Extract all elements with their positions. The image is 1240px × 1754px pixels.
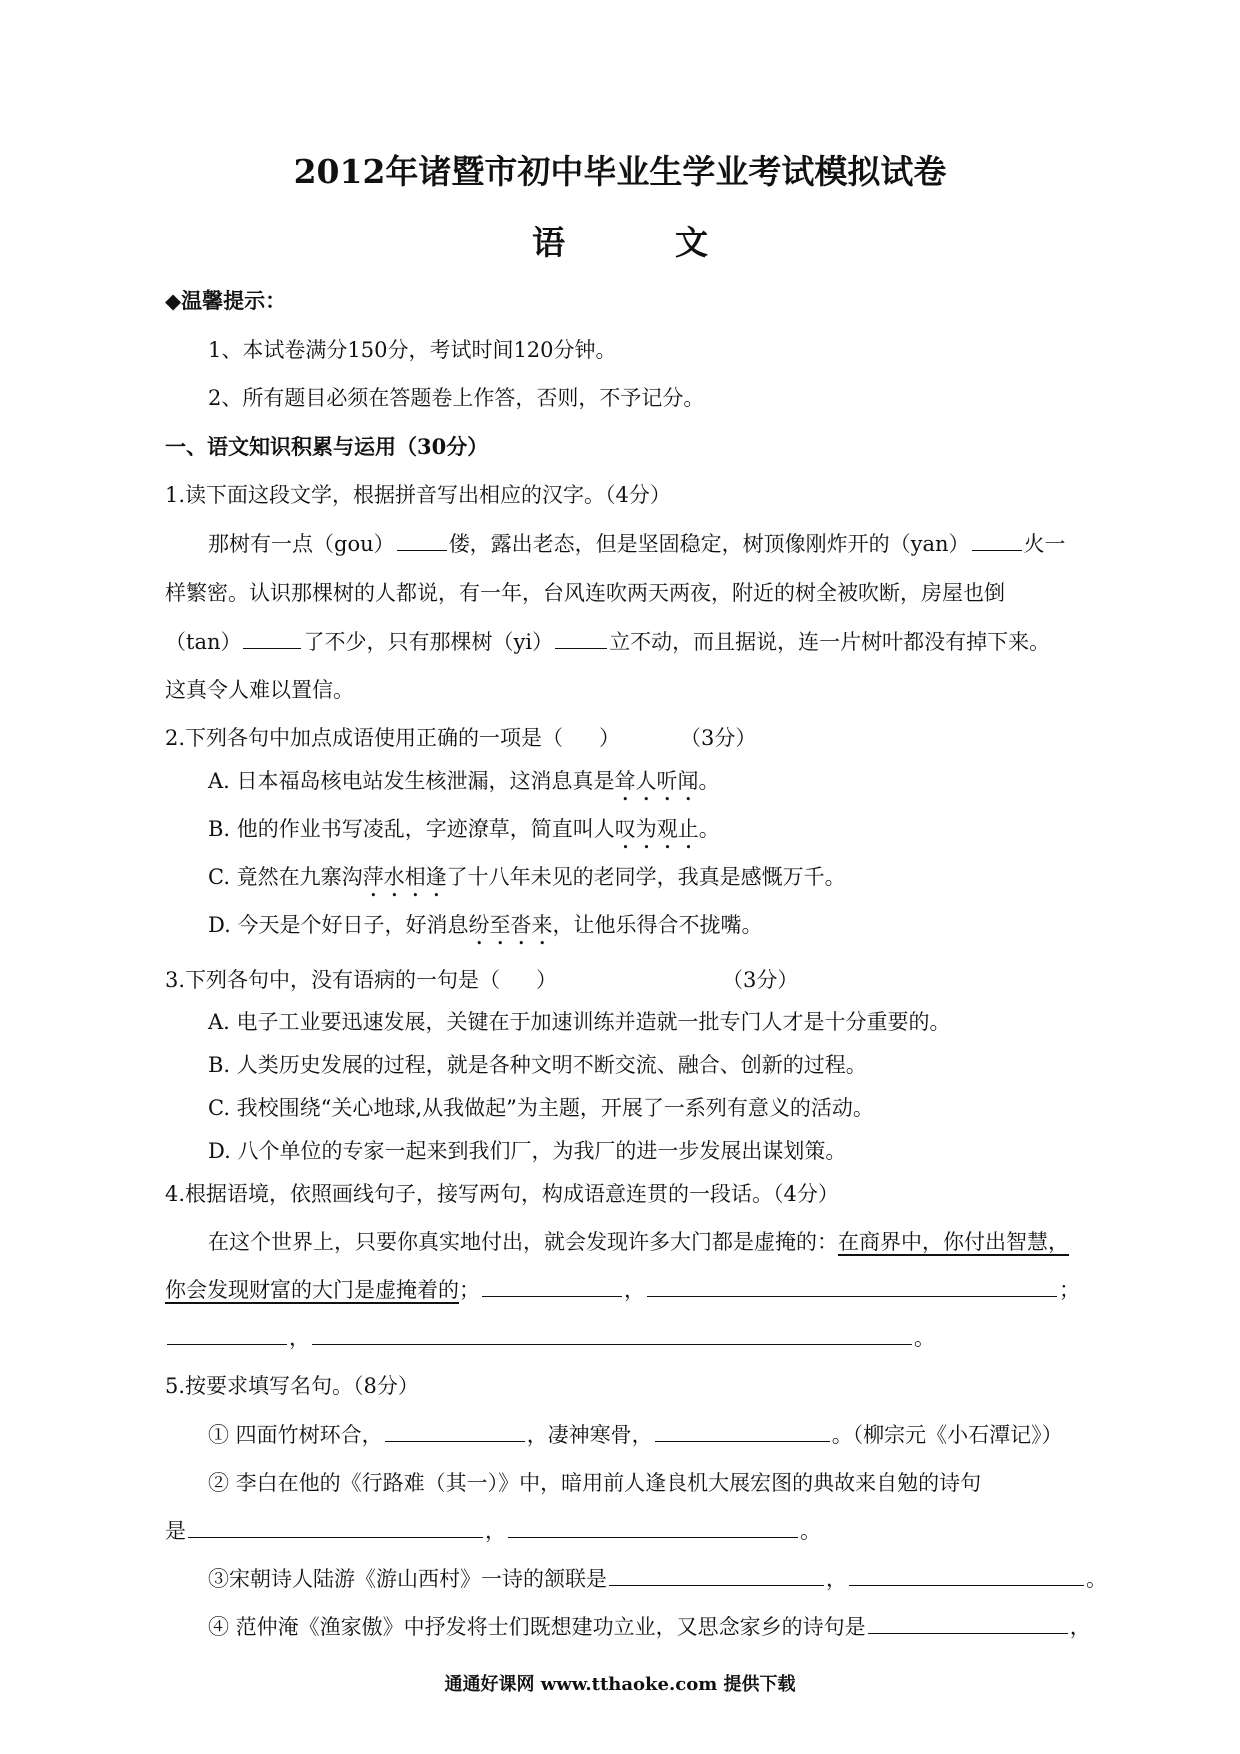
answer-blank[interactable]	[647, 1276, 1057, 1297]
q5-stem: 5.按要求填写名句。（8分）	[165, 1374, 419, 1398]
q3-option-b: B. 人类历史发展的过程，就是各种文明不断交流、融合、创新的过程。	[208, 1053, 867, 1077]
q3-score: （3分）	[722, 968, 799, 992]
page-title: 2012年诸暨市初中毕业生学业考试模拟试卷	[293, 152, 947, 191]
underlined-sentence: 你会发现财富的大门是虚掩着的	[165, 1278, 459, 1302]
answer-blank[interactable]	[609, 1565, 824, 1586]
answer-blank[interactable]	[243, 628, 301, 649]
subject-char-1: 语	[532, 223, 565, 262]
q5-line-4	[208, 1564, 1107, 1594]
q2-stem-text: 2.下列各句中加点成语使用正确的一项是（	[165, 726, 564, 750]
q1-line-3	[165, 627, 1050, 657]
q3-option-a: A. 电子工业要迅速发展，关键在于加速训练并造就一批专门人才是十分重要的。	[208, 1010, 951, 1034]
q5-text: 是	[165, 1519, 186, 1543]
q1-text: 立不动，而且据说，连一片树叶都没有掉下来。	[609, 630, 1051, 654]
answer-blank[interactable]	[508, 1517, 798, 1538]
subject-title	[0, 223, 1240, 262]
q1-text: （tan）	[165, 630, 242, 654]
q5-text: ① 四面竹树环合，	[208, 1423, 383, 1447]
q4-line-3	[165, 1323, 935, 1353]
q5-text: ，凄神寒骨，	[526, 1423, 653, 1447]
q2-option-c	[208, 862, 846, 902]
option-text: 。	[698, 817, 720, 841]
q4-text: ，	[624, 1278, 645, 1302]
q5-text: ③宋朝诗人陆游《游山西村》一诗的颔联是	[208, 1567, 607, 1591]
q5-text: ，	[1069, 1615, 1091, 1639]
dotted-idiom: 萍水相逢	[362, 865, 447, 889]
option-text: ，让他乐得合不拢嘴。	[552, 913, 763, 937]
answer-blank[interactable]	[868, 1613, 1068, 1634]
option-text: 了十八年未见的老同学，我真是感慨万千。	[446, 865, 846, 889]
answer-blank[interactable]	[188, 1517, 483, 1538]
q1-text: 火一	[1023, 532, 1066, 556]
q1-text: 那树有一点（gou）	[208, 532, 395, 556]
answer-blank[interactable]	[482, 1276, 622, 1297]
option-text: D. 今天是个好日子，好消息	[208, 913, 469, 937]
page-footer: 通通好课网 www.tthaoke.com 提供下载	[444, 1674, 796, 1695]
q1-text: 了不少，只有那棵树（yi）	[303, 630, 554, 654]
option-text: B. 他的作业书写凌乱，字迹潦草，简直叫人	[208, 817, 615, 841]
q2-option-a	[208, 766, 720, 806]
answer-blank[interactable]	[655, 1421, 830, 1442]
answer-blank[interactable]	[385, 1421, 525, 1442]
q4-text: ；	[1059, 1278, 1080, 1302]
tips-heading: ◆温馨提示：	[165, 288, 287, 313]
q2-option-d	[208, 910, 762, 950]
q3-stem	[165, 965, 798, 995]
tip-item-1: 1、本试卷满分150分，考试时间120分钟。	[208, 338, 617, 362]
q5-line-2: ② 李白在他的《行路难（其一）》中，暗用前人逢良机大展宏图的典故来自勉的诗句	[208, 1471, 982, 1495]
q3-stem-close: ）	[536, 968, 558, 992]
q5-text: ，	[485, 1519, 506, 1543]
q2-stem	[165, 723, 756, 753]
q1-line-1	[208, 529, 1066, 559]
q5-text: 。	[1086, 1567, 1107, 1591]
answer-blank[interactable]	[397, 530, 447, 551]
dotted-idiom: 耸人听闻	[614, 769, 699, 793]
q4-text: ，	[289, 1326, 310, 1350]
q2-option-b	[208, 814, 720, 854]
q5-text: ，	[826, 1567, 847, 1591]
q3-option-c: C. 我校围绕“关心地球,从我做起”为主题，开展了一系列有意义的活动。	[208, 1096, 874, 1120]
q5-line-3	[165, 1516, 821, 1546]
q4-line-1	[208, 1227, 1069, 1257]
answer-blank[interactable]	[555, 628, 607, 649]
answer-blank[interactable]	[972, 530, 1022, 551]
dotted-idiom: 叹为观止	[614, 817, 699, 841]
q1-text: 偻，露出老态，但是坚固稳定，树顶像刚炸开的（yan）	[448, 532, 970, 556]
q4-text: 。	[914, 1326, 935, 1350]
subject-char-2: 文	[675, 223, 708, 262]
section1-heading: 一、语文知识积累与运用（30分）	[165, 434, 489, 459]
q1-stem: 1.读下面这段文学，根据拼音写出相应的汉字。（4分）	[165, 483, 671, 507]
q4-text: 在这个世界上，只要你真实地付出，就会发现许多大门都是虚掩的：	[208, 1230, 838, 1254]
q4-line-2	[165, 1275, 1080, 1305]
q5-text: 。（柳宗元《小石潭记》）	[831, 1423, 1063, 1447]
q4-text: ；	[459, 1278, 480, 1302]
answer-blank[interactable]	[849, 1565, 1084, 1586]
q2-score: （3分）	[680, 726, 757, 750]
q1-line-2: 样繁密。认识那棵树的人都说，有一年，台风连吹两天两夜，附近的树全被吹断，房屋也倒	[165, 581, 1005, 605]
q3-stem-text: 3.下列各句中，没有语病的一句是（	[165, 968, 501, 992]
option-text: 。	[698, 769, 720, 793]
tip-item-2: 2、所有题目必须在答题卷上作答，否则，不予记分。	[208, 386, 705, 410]
option-text: A. 日本福岛核电站发生核泄漏，这消息真是	[208, 769, 615, 793]
q4-stem: 4.根据语境，依照画线句子，接写两句，构成语意连贯的一段话。（4分）	[165, 1182, 839, 1206]
q5-line-5	[208, 1612, 1091, 1642]
q3-option-d: D. 八个单位的专家一起来到我们厂，为我厂的进一步发展出谋划策。	[208, 1139, 847, 1163]
q5-text: 。	[800, 1519, 821, 1543]
answer-blank[interactable]	[312, 1324, 912, 1345]
q5-line-1	[208, 1420, 1063, 1450]
dotted-idiom: 纷至沓来	[468, 913, 553, 937]
option-text: C. 竟然在九寨沟	[208, 865, 363, 889]
underlined-sentence: 在商界中，你付出智慧，	[838, 1230, 1069, 1254]
answer-blank[interactable]	[167, 1324, 287, 1345]
q5-text: ④ 范仲淹《渔家傲》中抒发将士们既想建功立业，又思念家乡的诗句是	[208, 1615, 866, 1639]
q1-line-4: 这真令人难以置信。	[165, 678, 354, 702]
q2-stem-close: ）	[599, 726, 621, 750]
